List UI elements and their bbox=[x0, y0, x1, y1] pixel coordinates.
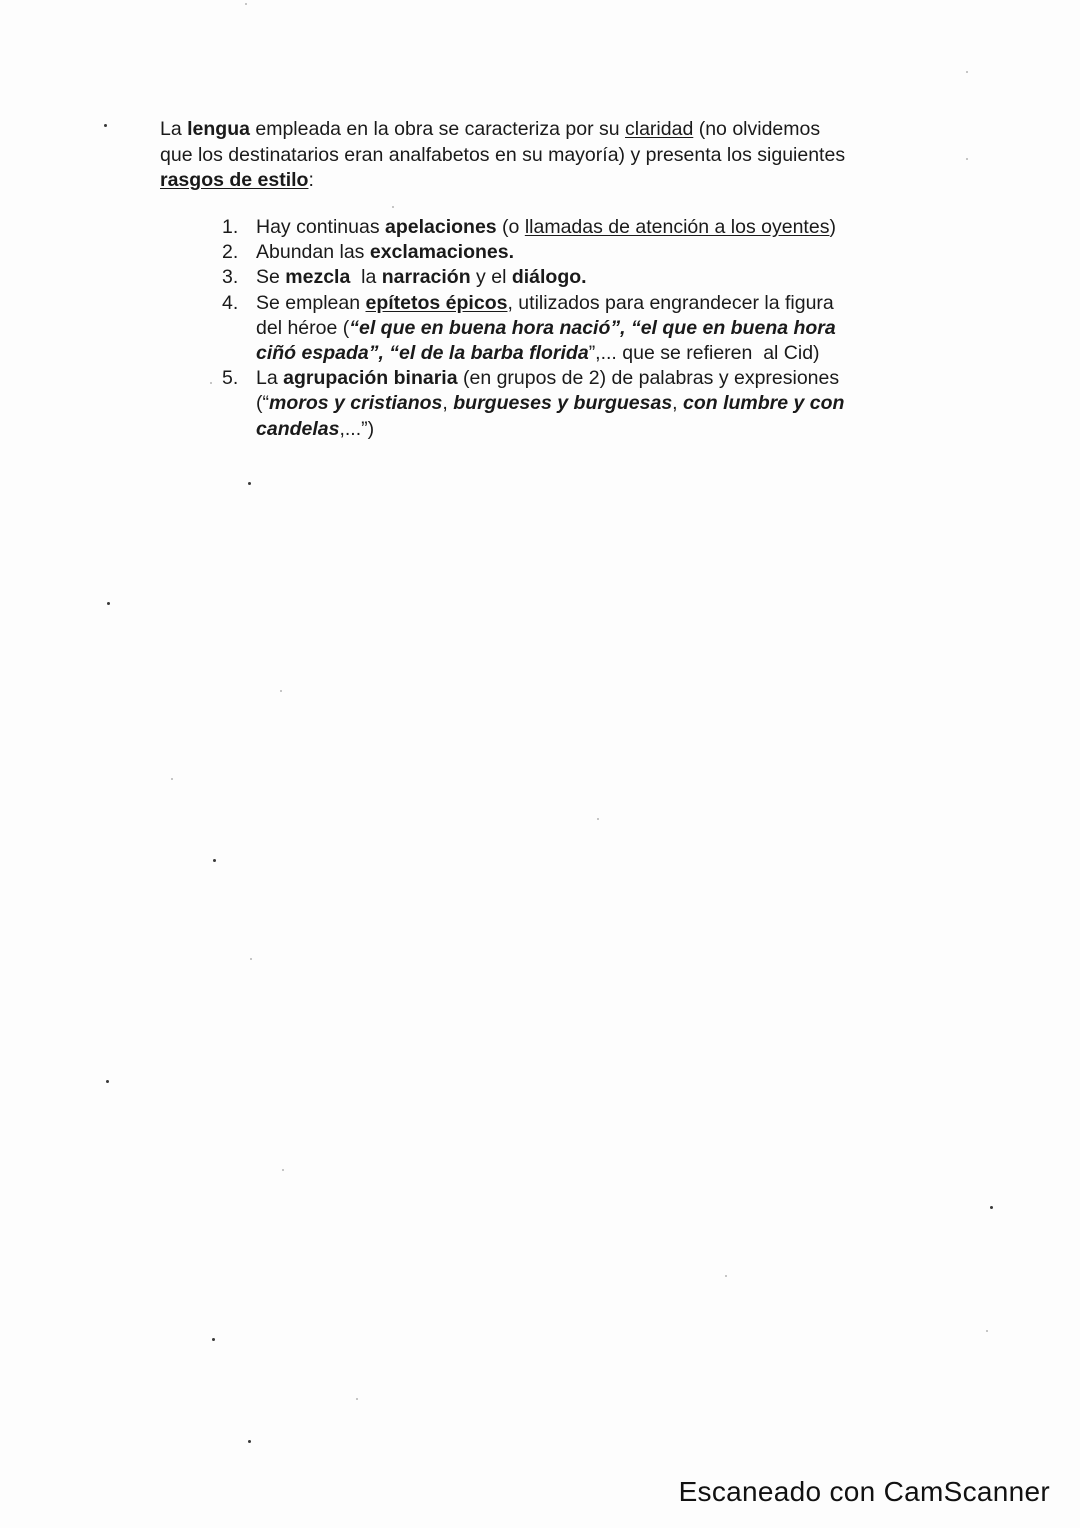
list-line bbox=[256, 215, 918, 240]
intro-paragraph bbox=[160, 117, 920, 194]
scan-speck bbox=[986, 1330, 988, 1332]
list-line bbox=[256, 316, 918, 341]
scan-speck bbox=[212, 1338, 215, 1341]
list-text: ) bbox=[829, 216, 836, 238]
list-line bbox=[256, 265, 918, 290]
list-item bbox=[218, 265, 918, 290]
scan-speck bbox=[966, 158, 968, 160]
camscanner-watermark: Escaneado con CamScanner bbox=[678, 1476, 1050, 1507]
intro-line-3 bbox=[160, 168, 920, 194]
list-bold: exclamaciones. bbox=[369, 241, 515, 264]
scan-speck bbox=[282, 1169, 284, 1171]
list-text: del héroe ( bbox=[256, 316, 350, 339]
scan-speck bbox=[210, 382, 212, 384]
list-number: 5. bbox=[222, 367, 239, 390]
list-text: , utilizados para engrandecer la figura bbox=[507, 291, 834, 314]
list-text: ,...”) bbox=[339, 417, 375, 440]
list-text: ”,... que se refieren al Cid) bbox=[588, 342, 820, 365]
intro-text: : bbox=[308, 169, 314, 191]
list-line bbox=[256, 341, 918, 366]
intro-text: empleada en la obra se caracteriza por su bbox=[249, 118, 625, 140]
list-number: 1. bbox=[222, 216, 239, 238]
list-text: la bbox=[350, 266, 382, 289]
scan-speck bbox=[725, 1275, 727, 1277]
list-number: 4. bbox=[222, 291, 239, 314]
list-number: 3. bbox=[222, 266, 239, 289]
list-line bbox=[256, 366, 918, 391]
list-bold: apelaciones bbox=[385, 216, 497, 238]
list-text: Hay continuas bbox=[256, 216, 385, 238]
scan-speck bbox=[250, 958, 252, 960]
scan-speck bbox=[107, 602, 110, 605]
list-text: Abundan las bbox=[256, 241, 370, 264]
scan-speck bbox=[966, 71, 968, 73]
list-bold-italic: moros y cristianos bbox=[269, 392, 443, 415]
list-line bbox=[256, 291, 918, 316]
intro-text: La bbox=[160, 118, 188, 140]
style-features-list bbox=[218, 215, 918, 442]
list-bold: narración bbox=[381, 266, 471, 289]
scan-speck bbox=[248, 482, 251, 485]
scan-speck bbox=[248, 1440, 251, 1443]
list-line bbox=[256, 391, 918, 416]
list-text: , bbox=[442, 392, 454, 415]
scan-speck bbox=[990, 1206, 993, 1209]
intro-bold-lengua: lengua bbox=[187, 118, 250, 140]
list-text: Se emplean bbox=[256, 291, 366, 314]
list-bold: agrupación binaria bbox=[283, 367, 458, 390]
list-bold: diálogo. bbox=[511, 266, 587, 289]
scan-speck bbox=[213, 859, 216, 862]
scan-speck bbox=[280, 690, 282, 692]
scan-speck bbox=[245, 3, 247, 5]
intro-text: (no olvidemos bbox=[693, 118, 821, 140]
list-item bbox=[218, 240, 918, 265]
scan-speck bbox=[597, 818, 599, 820]
scan-speck bbox=[392, 206, 394, 208]
list-item bbox=[218, 215, 918, 240]
intro-heading-rasgos: rasgos de estilo bbox=[160, 169, 309, 191]
list-text: La bbox=[256, 367, 284, 390]
list-bold-italic: candelas bbox=[256, 417, 340, 440]
list-bold: mezcla bbox=[285, 266, 351, 289]
list-text: (en grupos de 2) de palabras y expresiones bbox=[457, 367, 840, 390]
list-text: , bbox=[672, 392, 684, 415]
list-bold-italic: ciñó espada”, “el de la barba florida bbox=[256, 342, 589, 365]
list-bold-italic: con lumbre y con bbox=[683, 392, 845, 415]
list-item bbox=[218, 291, 918, 367]
list-underlined: llamadas de atención a los oyentes bbox=[524, 216, 830, 238]
intro-underlined-claridad: claridad bbox=[625, 118, 694, 140]
intro-line-1 bbox=[160, 117, 920, 143]
list-item bbox=[218, 366, 918, 442]
list-bold-italic: “el que en buena hora nació”, “el que en buena hora bbox=[349, 316, 836, 339]
scan-speck bbox=[171, 778, 173, 780]
scan-speck bbox=[104, 124, 107, 127]
list-text: (o bbox=[496, 216, 525, 238]
intro-line-2: que los destinatarios eran analfabetos en su mayoría) y presenta los siguientes bbox=[160, 143, 846, 166]
scan-speck bbox=[356, 1398, 358, 1400]
list-text: (“ bbox=[256, 392, 269, 415]
scan-speck bbox=[106, 1080, 109, 1083]
list-text: Se bbox=[256, 266, 286, 289]
list-text: y el bbox=[470, 266, 512, 289]
list-number: 2. bbox=[222, 241, 239, 264]
list-line bbox=[256, 417, 918, 442]
list-bold-underlined: epítetos épicos bbox=[365, 291, 508, 314]
list-line bbox=[256, 240, 918, 265]
list-bold-italic: burgueses y burguesas bbox=[453, 392, 673, 415]
